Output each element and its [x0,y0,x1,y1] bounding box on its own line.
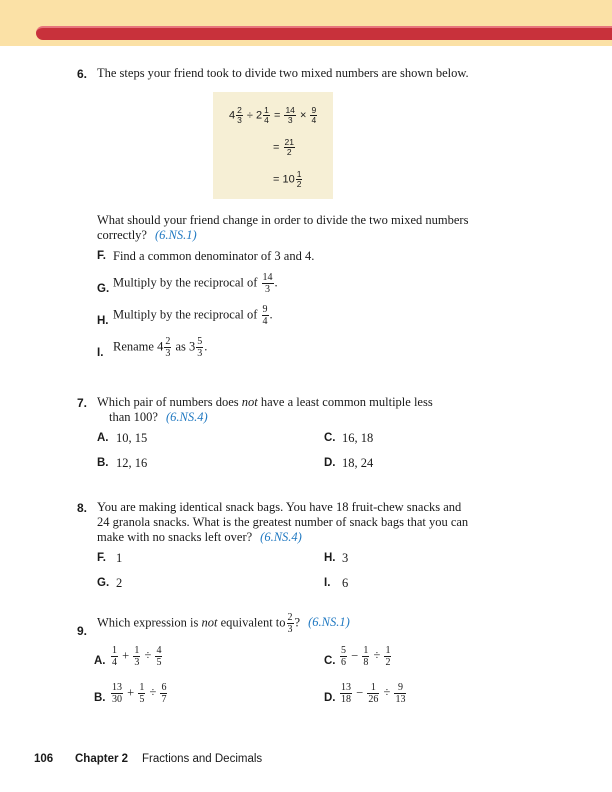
option-label[interactable]: D. [324,692,336,704]
option-label[interactable]: I. [97,347,104,359]
denominator: 5 [156,657,162,668]
denominator: 3 [197,348,203,359]
option-label[interactable]: C. [324,655,336,667]
fraction [362,645,369,668]
option-text-part: Rename [113,339,154,354]
option-text[interactable] [113,272,278,295]
fraction [284,138,295,157]
question-text-line: correctly? [97,228,147,242]
denominator: 8 [363,657,369,668]
option-expression[interactable] [110,682,168,705]
operator: − [351,648,359,663]
fraction [133,645,140,668]
operator: = [273,173,280,186]
numerator: 1 [367,682,379,694]
fraction [138,682,145,705]
denominator: 3 [134,657,140,668]
option-label[interactable]: C. [324,432,336,444]
fraction [111,645,118,668]
operator: ÷ [144,648,152,663]
mixed-whole: 4 [157,339,164,354]
standard-code: (6.NS.1) [308,615,350,630]
fraction [236,106,243,125]
operator: = [273,109,281,122]
mixed-whole: 3 [189,339,196,354]
question-text-line: make with no snacks left over? [97,530,253,544]
operator: ÷ [149,685,157,700]
work-line-3 [273,170,303,189]
option-text-part: as [175,339,186,354]
fraction [263,106,270,125]
numerator: 1 [296,169,302,179]
denominator: 4 [264,115,269,125]
option-label[interactable]: H. [97,315,109,327]
option-label[interactable]: H. [324,552,336,564]
numerator: 13 [112,682,122,693]
numerator: 14 [285,105,295,115]
question-text-part: equivalent to [220,615,286,630]
fraction [367,682,379,705]
denominator: 3 [265,284,271,295]
option-label[interactable]: G. [97,283,110,295]
option-label[interactable]: I. [324,577,331,589]
option-text[interactable]: Find a common denominator of 3 and 4. [113,249,315,263]
numerator: 9 [311,105,317,115]
numerator: 5 [197,336,203,347]
option-label[interactable]: F. [97,250,106,262]
mixed-whole: 4 [229,109,236,122]
mixed-whole: 2 [256,109,263,122]
question-text [97,612,350,635]
option-text[interactable] [113,336,207,359]
denominator: 26 [368,694,379,705]
option-text-part: Multiply by the reciprocal of [113,307,258,322]
question-text-part: have a least common multiple less [260,395,433,409]
denominator: 3 [287,624,293,635]
option-text[interactable]: 6 [342,576,349,590]
question-text-line: than 100? [109,410,158,424]
numerator: 1 [112,645,117,656]
numerator: 14 [262,272,273,283]
fraction [111,682,123,705]
fraction [262,304,269,327]
numerator: 1 [385,645,391,656]
page-number: 106 [34,753,54,765]
denominator: 3 [237,115,242,125]
fraction [384,645,391,668]
numerator: 9 [394,682,406,694]
question-text: What should your friend change in order to divide the two mixed numbers [97,213,469,227]
fraction [296,170,303,189]
worked-steps-box [213,92,333,199]
operator: ÷ [246,109,253,122]
fraction [262,272,274,295]
numerator: 1 [363,645,369,656]
work-line-1 [229,106,318,125]
option-label[interactable]: A. [94,655,106,667]
question-text: 24 granola snacks. What is the greatest number of snack bags that you can [97,515,469,529]
fraction [160,682,167,705]
numerator: 5 [341,645,346,656]
emphasis: not [201,615,218,630]
option-expression[interactable] [110,645,163,668]
punctuation: . [204,339,208,354]
denominator: 18 [341,694,351,705]
numerator: 1 [139,682,145,693]
standard-code: (6.NS.4) [165,410,208,424]
denominator: 5 [139,694,145,705]
emphasis: not [241,395,258,409]
chapter-label: Chapter 2 [75,753,129,765]
question-text [97,529,302,545]
denominator: 4 [262,316,268,327]
denominator: 2 [385,657,391,668]
option-label[interactable]: A. [97,432,109,444]
question-number: 6. [77,67,88,81]
denominator: 7 [161,694,167,705]
question-number: 7. [77,396,88,410]
numerator: 2 [287,612,293,623]
numerator: 9 [262,304,268,315]
operator: ÷ [383,685,391,700]
denominator: 30 [112,694,122,705]
question-text [97,227,197,243]
denominator: 2 [296,179,302,189]
question-prompt: The steps your friend took to divide two mixed numbers are shown below. [97,66,469,80]
option-text-part: Multiply by the reciprocal of [113,275,258,290]
denominator: 6 [341,657,346,668]
operator: = [273,141,280,154]
fraction [310,106,317,125]
fraction [340,645,347,668]
work-line-2 [273,138,296,157]
operator: + [122,648,130,663]
fraction [287,612,294,635]
operator: × [299,109,307,122]
option-expression[interactable] [339,645,392,668]
fraction [155,645,162,668]
option-label[interactable]: B. [97,457,109,469]
option-text[interactable]: 2 [116,576,123,590]
denominator: 3 [165,348,171,359]
denominator: 13 [395,694,406,705]
fraction [394,682,406,705]
standard-code: (6.NS.4) [260,530,302,544]
option-text[interactable]: 16, 18 [342,431,374,445]
question-text: You are making identical snack bags. You have 18 fruit-chew snacks and [97,500,462,514]
numerator: 2 [237,105,242,115]
question-number: 8. [77,501,88,515]
mixed-whole: 10 [282,173,295,186]
option-text[interactable]: 12, 16 [116,456,148,470]
numerator: 2 [165,336,171,347]
numerator: 6 [161,682,167,693]
option-expression[interactable] [339,682,407,705]
option-text[interactable] [113,304,273,327]
option-label[interactable]: F. [97,552,106,564]
fraction [340,682,352,705]
punctuation: ? [294,615,301,630]
numerator: 13 [341,682,351,693]
numerator: 4 [156,645,162,656]
question-text [97,394,433,410]
option-label[interactable]: D. [324,457,336,469]
punctuation: . [274,275,278,290]
fraction [284,106,295,125]
option-text[interactable]: 3 [342,551,349,565]
operator: + [127,685,135,700]
option-text[interactable]: 1 [116,551,123,565]
operator: ÷ [373,648,381,663]
denominator: 3 [287,115,293,125]
denominator: 4 [112,657,117,668]
option-text[interactable]: 10, 15 [116,431,148,445]
question-text-part: Which pair of numbers does [97,395,239,409]
numerator: 21 [284,137,294,147]
fraction [196,336,203,359]
question-text [109,409,208,425]
operator: − [356,685,364,700]
option-label[interactable]: G. [97,577,110,589]
fraction [164,336,171,359]
question-text-part: Which expression is [97,615,199,630]
standard-code: (6.NS.1) [154,228,197,242]
punctuation: . [269,307,273,322]
denominator: 4 [311,115,317,125]
chapter-title: Fractions and Decimals [142,753,263,765]
denominator: 2 [286,147,292,157]
option-text[interactable]: 18, 24 [342,456,374,470]
numerator: 1 [264,105,269,115]
option-label[interactable]: B. [94,692,106,704]
numerator: 1 [134,645,140,656]
question-number: 9. [77,624,88,638]
header-red-bar [36,26,612,40]
